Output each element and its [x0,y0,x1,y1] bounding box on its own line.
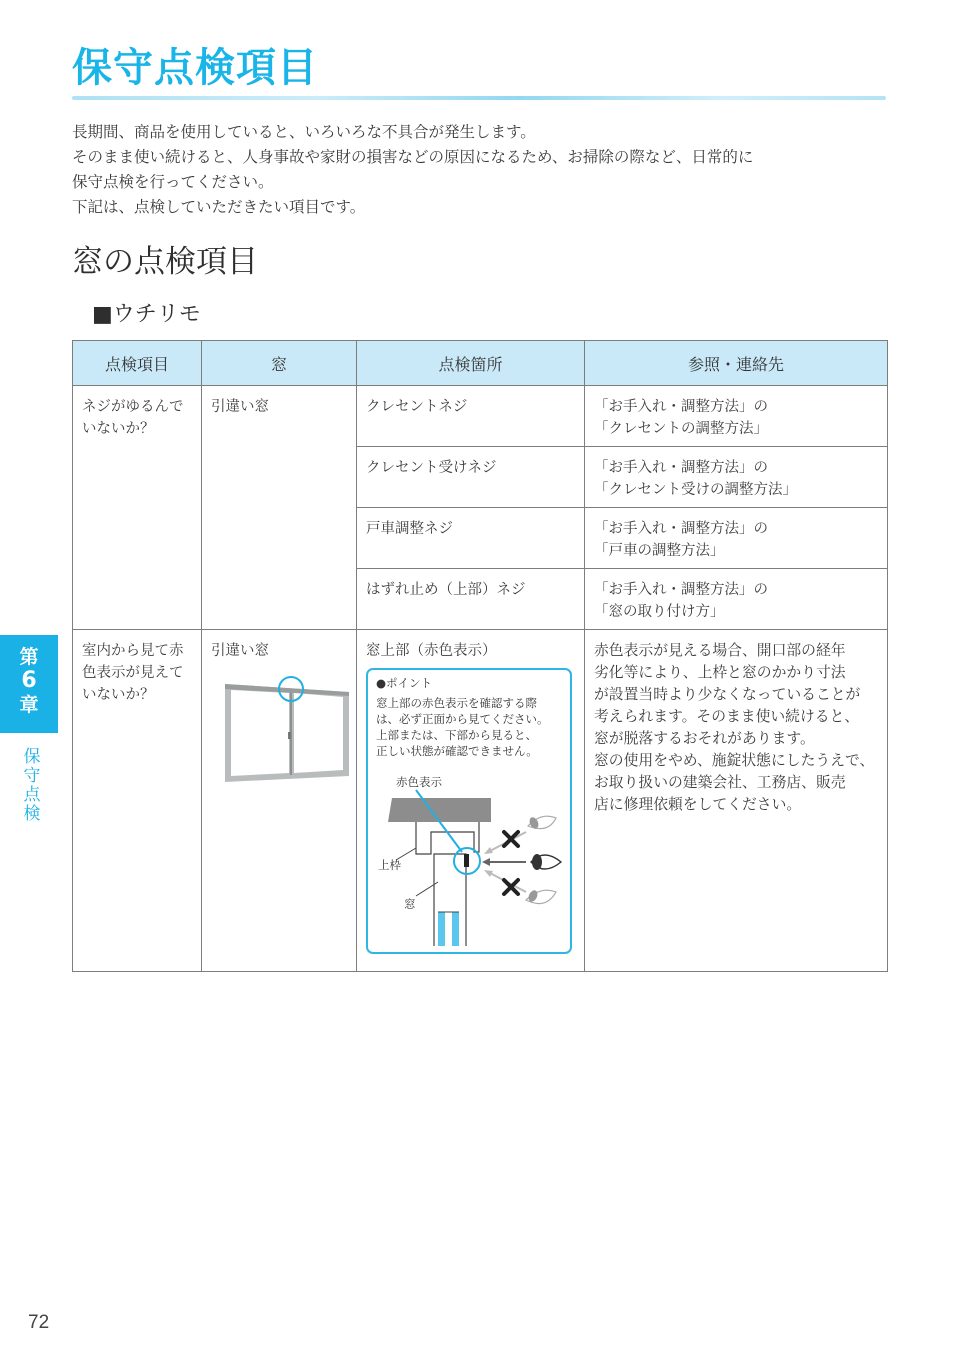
reference-cell [585,569,888,630]
point-line: は、必ず正面から見てください。 [376,712,549,726]
inspection-table [72,340,888,972]
svg-text:上枠: 上枠 [378,858,401,872]
reference-cell [585,447,888,508]
svg-text:窓: 窓 [404,897,416,911]
chapter-label [20,748,44,824]
chapter-label-char: 検 [23,804,41,824]
sliding-window-illustration [223,676,353,788]
intro-line: そのまま使い続けると、人身事故や家財の損害などの原因になるため、お掃除の際など、日常的に [72,148,754,166]
page-title: 保守点検項目 [72,45,318,91]
reference-line: 劣化等により、上枠と窓のかかり寸法 [594,664,846,681]
section-title: 窓の点検項目 [72,244,258,280]
reference-line: お取り扱いの建築会社、工務店、販売 [594,774,846,791]
intro-line: 下記は、点検していただきたい項目です。 [72,198,366,216]
chapter-number: 6 [21,668,37,693]
location-label: 窓上部（赤色表示） [366,643,497,659]
chapter-label-char: 点 [23,785,41,805]
location-cell: はずれ止め（上部）ネジ [357,569,585,630]
location-cell [357,630,585,972]
window-type-label: 引違い窓 [211,643,269,659]
reference-line: 考えられます。そのまま使い続けると、 [594,708,860,725]
chapter-tab [0,635,58,733]
location-cell: クレセント受けネジ [357,447,585,508]
point-line: 窓上部の赤色表示を確認する際 [376,696,537,710]
table-header-row [73,341,888,386]
header-window: 窓 [202,341,357,386]
reference-cell [585,508,888,569]
inspection-item-cell: 室内から見て赤色表示が見えていないか？ [73,630,202,972]
reference-line: 「戸車の調整方法」 [594,543,725,559]
reference-line: 店に修理依頼をしてください。 [594,796,802,813]
product-subtitle: ■ウチリモ [92,302,201,327]
chapter-prefix: 第 [19,646,39,668]
reference-line: 「クレセントの調整方法」 [594,421,768,437]
header-inspection-item: 点検項目 [73,341,202,386]
table-row [73,630,888,972]
title-underline [72,96,886,100]
reference-line: 窓の使用をやめ、施錠状態にしたうえで、 [594,752,875,769]
header-reference: 参照・連絡先 [585,341,888,386]
chapter-label-char: 保 [23,747,41,767]
point-line: 上部または、下部から見ると、 [376,728,537,742]
red-indicator-diagram [376,774,566,946]
reference-line: 「クレセント受けの調整方法」 [594,482,797,498]
reference-line: が設置当時より少なくなっていることが [594,686,861,703]
reference-cell [585,630,888,972]
reference-line: 「お手入れ・調整方法」の [594,521,768,537]
reference-line: 窓が脱落するおそれがあります。 [594,730,815,747]
point-callout [366,668,572,954]
reference-line: 「お手入れ・調整方法」の [594,399,768,415]
label-red-indicator: 赤色表示 [396,775,442,789]
inspection-item-cell: ネジがゆるんでいないか？ [73,386,202,630]
chapter-label-char: 守 [23,766,41,786]
intro-line: 保守点検を行ってください。 [72,173,274,191]
intro-line: 長期間、商品を使用していると、いろいろな不具合が発生します。 [72,123,536,141]
window-type-cell [202,630,357,972]
point-line: 正しい状態が確認できません。 [376,744,538,758]
location-cell: 戸車調整ネジ [357,508,585,569]
table-row [73,386,888,447]
page-number: 72 [28,1312,50,1333]
reference-line: 「窓の取り付け方」 [594,604,725,620]
reference-line: 「お手入れ・調整方法」の [594,460,768,476]
intro-text [72,120,902,220]
window-type-cell: 引違い窓 [202,386,357,630]
reference-line: 「お手入れ・調整方法」の [594,582,768,598]
reference-cell [585,386,888,447]
location-cell: クレセントネジ [357,386,585,447]
chapter-suffix: 章 [19,694,39,716]
point-heading: ●ポイント [376,676,433,690]
header-location: 点検箇所 [357,341,585,386]
reference-line: 赤色表示が見える場合、開口部の経年 [594,642,846,659]
